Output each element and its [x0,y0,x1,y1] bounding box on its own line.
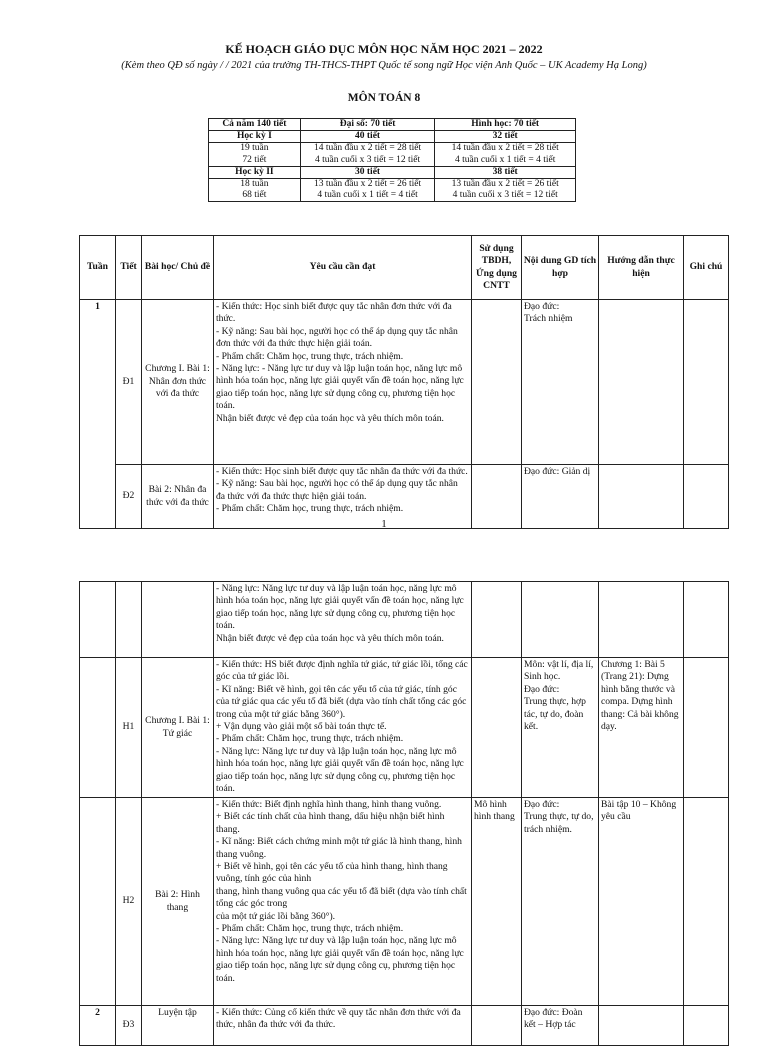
requirement-line: thang, hình thang vuông qua các yếu tố đã biết (dựa vào tính chất tổng các góc trong [216,885,467,910]
semester-weeks: 18 tuần [240,179,269,190]
integration-line: Đạo đức: Giản dị [524,466,591,477]
requirements-cell [214,300,472,465]
lesson-cell: Bài 2: Hình thang [142,798,214,1006]
equipment-cell [472,798,522,1006]
integration-line: Đạo đức: [524,301,560,312]
col-lesson: Bài học/ Chủ đề [142,236,214,300]
requirement-line: của một tứ giác lồi bằng 360°). [216,910,336,922]
period-cell: Đ2 [116,465,142,529]
semester-name: Học kỳ II [209,166,301,178]
period-cell: Đ3 [116,1006,142,1046]
period-cell: H1 [116,658,142,798]
integration-cell [522,582,599,658]
requirement-line: - Kiến thức: Học sinh biết được quy tắc nhân đơn thức với đa thức. [216,301,452,325]
notes-cell [684,300,729,465]
integration-cell [522,1006,599,1046]
lesson-cell: Bài 2: Nhân đa thức với đa thức [142,465,214,529]
col-equipment: Sử dụng TBDH, Ứng dụng CNTT [472,236,522,300]
semester-periods: 72 tiết [242,154,267,165]
summary-header-geometry: Hình học: 70 tiết [435,119,576,131]
guidance-cell [599,1006,684,1046]
requirements-cell [214,798,472,1006]
breakdown-line: 4 tuần cuối x 1 tiết = 4 tiết [455,154,556,165]
lesson-cell: Chương I. Bài 1: Tứ giác [142,658,214,798]
requirement-line: - Phẩm chất: Chăm học, trung thực, trách nhiệm. [216,503,404,515]
requirement-line: + Biết vẽ hình, gọi tên các yếu tố của hình thang, hình thang vuông, tính góc của hình [216,861,448,885]
geometry-breakdown [435,143,576,166]
week-cell [80,658,116,798]
guidance-cell [599,582,684,658]
lesson-plan-table [79,235,729,529]
semester-weeks-periods [209,143,301,166]
requirement-line: - Phẩm chất: Chăm học, trung thực, trách nhiệm. [216,733,404,745]
integration-line: Đạo đức: [524,683,560,695]
semester-periods: 68 tiết [242,190,267,201]
week-cell [80,798,116,1006]
col-guidance: Hướng dẫn thực hiện [599,236,684,300]
requirement-line: - Kiến thức: Củng cố kiến thức về quy tắc nhân đơn thức với đa thức, nhân đa thức với đa thức. [216,1007,461,1031]
breakdown-line: 4 tuần cuối x 3 tiết = 12 tiết [452,190,558,201]
week-cell [80,582,116,658]
notes-cell [684,582,729,658]
document-subtitle: (Kèm theo QĐ số ngày / / 2021 của trường TH-THCS-THPT Quốc tế song ngữ Học viện Anh Quốc – UK Academy Hạ Long) [121,60,647,71]
requirement-line: - Kiến thức: Học sinh biết được quy tắc nhân đa thức với đa thức. [216,466,468,477]
lesson-cell: Luyện tập [142,1006,214,1046]
week-cell: 2 [80,1006,116,1046]
requirements-cell [214,582,472,658]
integration-cell [522,300,599,465]
breakdown-line: 4 tuần cuối x 1 tiết = 4 tiết [317,190,418,201]
col-week: Tuần [80,236,116,300]
col-integration: Nội dung GD tích hợp [522,236,599,300]
semester-name: Học kỳ I [209,131,301,143]
summary-header-year: Cả năm 140 tiết [209,119,301,131]
integration-line: Đạo đức: Đoàn kết – Hợp tác [524,1007,583,1031]
requirement-line: + Biết các tính chất của hình thang, dấu hiệu nhận biết hình thang. [216,811,445,835]
requirement-line: + Vận dụng vào giải một số bài toán thực tế. [216,721,387,733]
period-cell: Đ1 [116,300,142,465]
requirement-line: - Năng lực: - Năng lực tư duy và lập luận toán học, năng lực mô hình hóa toán học, năng lực giải quyết vấn đề toán học, năng lực giao tiếp toán học, năng lực sử dụng công cụ, phương tiện học toán. [216,363,464,412]
page-number: 1 [381,518,387,530]
period-summary-table [208,118,576,202]
integration-line: Trung thực, tự do, trách nhiệm. [524,811,594,835]
guidance-line: Chương 1: Bài 5 (Trang 21): Dựng hình bằng thước và compa. Dựng hình thang: Cả bài không dạy. [601,659,679,733]
col-requirements: Yêu cầu cần đạt [214,236,472,300]
guidance-cell [599,300,684,465]
integration-line: Trung thực, hợp tác, tự do, đoàn kết. [524,696,586,733]
semester-weeks-periods [209,179,301,202]
requirement-line: - Năng lực: Năng lực tư duy và lập luận toán học, năng lực mô hình hóa toán học, năng lực giải quyết vấn đề toán học, năng lực giao tiếp toán học, năng lực sử dụng công cụ, phương tiện học toán. [216,745,464,795]
requirement-line: - Năng lực: Năng lực tư duy và lập luận toán học, năng lực mô hình hóa toán học, năng lực giải quyết vấn đề toán học, năng lực giao tiếp toán học, năng lực sử dụng công cụ, phương tiện học toán. [216,583,464,632]
requirement-line: - Kĩ năng: Biết cách chứng minh một tứ giác là hình thang, hình thang vuông. [216,836,462,860]
period-cell [116,582,142,658]
algebra-breakdown [300,143,435,166]
requirements-cell [214,658,472,798]
integration-line: Trách nhiệm [524,313,573,325]
equipment-cell [472,658,522,798]
guidance-cell [599,798,684,1006]
requirements-cell [214,1006,472,1046]
requirement-line: - Kiến thức: Biết định nghĩa hình thang, hình thang vuông. [216,799,442,810]
notes-cell [684,658,729,798]
requirement-line: Nhận biết được vẻ đẹp của toán học và yêu thích môn toán. [216,412,444,424]
breakdown-line: 4 tuần cuối x 3 tiết = 12 tiết [315,154,421,165]
equipment-line: Mô hình hình thang [474,799,515,823]
lesson-plan-table-continued [79,581,729,1046]
algebra-breakdown [300,179,435,202]
algebra-total: 40 tiết [300,131,435,143]
requirement-line: - Phẩm chất: Chăm học, trung thực, trách nhiệm. [216,350,404,362]
breakdown-line: 14 tuần đầu x 2 tiết = 28 tiết [313,143,422,154]
guidance-line: Bài tập 10 – Không yêu cầu [601,799,677,823]
summary-header-algebra: Đại số: 70 tiết [300,119,435,131]
semester-weeks: 19 tuần [240,143,269,154]
requirement-line: - Năng lực: Năng lực tư duy và lập luận toán học, năng lực mô hình hóa toán học, năng lực giải quyết vấn đề toán học, năng lực giao tiếp toán học, năng lực sử dụng công cụ, phương tiện học toán. [216,935,464,984]
geometry-total: 38 tiết [435,166,576,178]
equipment-cell [472,582,522,658]
requirement-line: - Kiến thức: HS biết được định nghĩa tứ giác, tứ giác lồi, tổng các góc của tứ giác lồi. [216,659,468,683]
integration-cell [522,798,599,1006]
geometry-breakdown [435,179,576,202]
integration-line: Đạo đức: [524,799,560,810]
requirement-line: - Kĩ năng: Biết vẽ hình, gọi tên các yếu tố của tứ giác, tính góc của tứ giác qua các yếu tố đã biết (dựa vào tính chất tổng các góc trong của một tứ giác bằng 360°). [216,683,467,720]
lesson-cell: Chương I. Bài 1: Nhân đơn thức với đa thức [142,300,214,465]
requirement-line: - Kỹ năng: Sau bài học, người học có thể áp dụng quy tắc nhân đơn thức với đa thức thực hiện giải toán. [216,325,458,350]
week-cell: 1 [80,300,116,529]
requirement-line: - Kỹ năng: Sau bài học, người học có thể áp dụng quy tắc nhân đa thức với đa thức thực hiện giải toán. [216,478,458,502]
breakdown-line: 14 tuần đầu x 2 tiết = 28 tiết [451,143,559,154]
geometry-total: 32 tiết [435,131,576,143]
integration-line: Môn: vật lí, địa lí, Sinh học. [524,659,594,683]
breakdown-line: 13 tuần đầu x 2 tiết = 26 tiết [313,179,422,190]
notes-cell [684,798,729,1006]
subject-heading: MÔN TOÁN 8 [347,92,421,104]
requirement-line: - Phẩm chất: Chăm học, trung thực, trách nhiệm. [216,923,404,935]
col-period: Tiết [116,236,142,300]
col-notes: Ghi chú [684,236,729,300]
lesson-cell [142,582,214,658]
algebra-total: 30 tiết [300,166,435,178]
notes-cell [684,1006,729,1046]
equipment-cell [472,300,522,465]
guidance-cell [599,658,684,798]
document-title: KẾ HOẠCH GIÁO DỤC MÔN HỌC NĂM HỌC 2021 – 2022 [225,42,543,56]
breakdown-line: 13 tuần đầu x 2 tiết = 26 tiết [451,179,559,190]
equipment-cell [472,1006,522,1046]
period-cell: H2 [116,798,142,1006]
integration-cell [522,658,599,798]
requirement-line: Nhận biết được vẻ đẹp của toán học và yêu thích môn toán. [216,632,444,644]
